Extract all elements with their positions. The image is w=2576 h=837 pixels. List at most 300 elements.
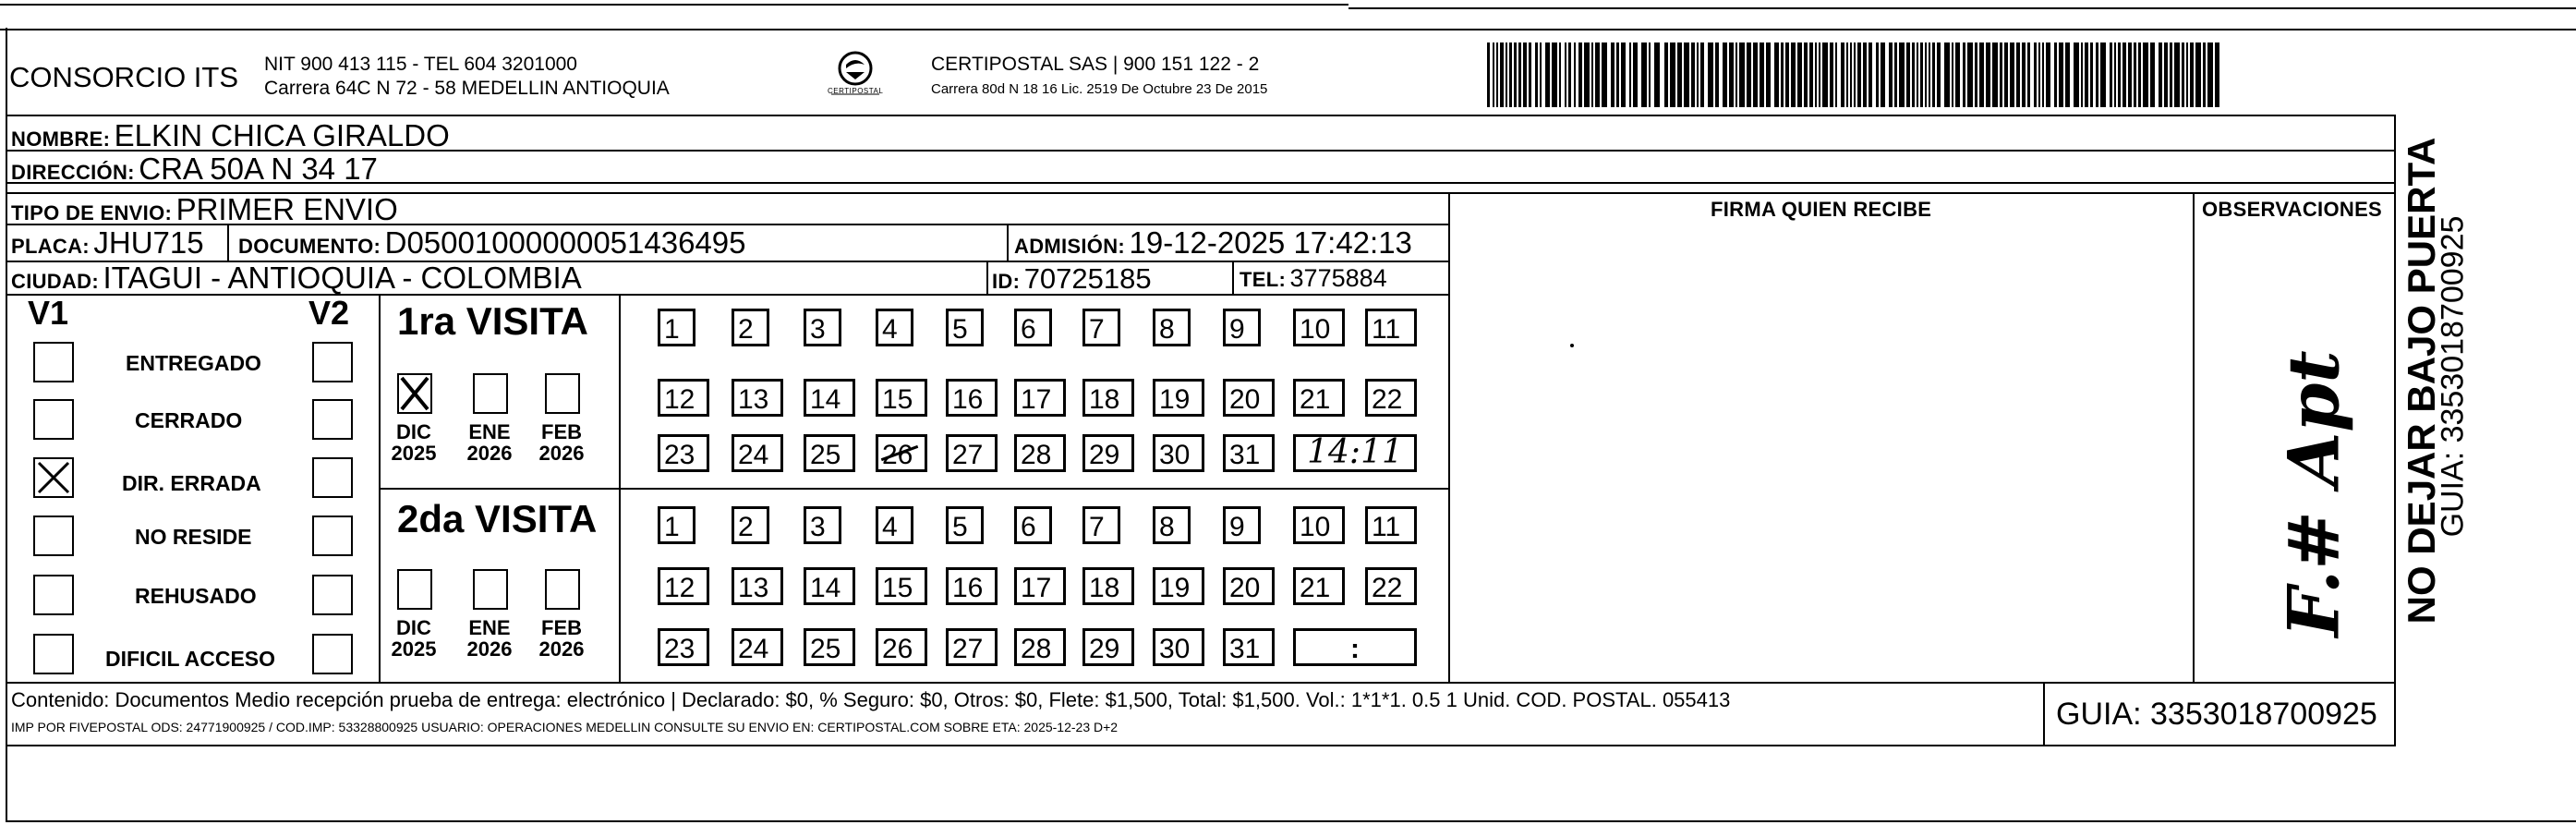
first-visit-time-box[interactable] — [1293, 434, 1417, 472]
barcode-bar — [1621, 42, 1626, 107]
barcode-bar — [1496, 42, 1498, 107]
barcode-bar — [1906, 42, 1910, 107]
day-number: 22 — [1372, 573, 1403, 603]
barcode-bar — [2114, 42, 2116, 107]
logo-caption: CERTIPOSTAL — [828, 87, 884, 95]
day-number: 29 — [1089, 440, 1120, 470]
barcode-bar — [1881, 42, 1885, 107]
second-visit-day-box[interactable] — [1014, 567, 1066, 605]
barcode-bar — [1487, 42, 1490, 107]
v1-checkbox[interactable] — [33, 634, 74, 674]
barcode-bar — [1729, 42, 1734, 107]
barcode-bar — [1552, 42, 1557, 107]
barcode-bar — [2038, 42, 2040, 107]
first-visit-month-checkbox[interactable] — [397, 373, 432, 414]
barcode-bar — [1929, 42, 1930, 107]
barcode-bar — [1584, 42, 1590, 107]
barcode-bar — [2046, 42, 2050, 107]
barcode-bar — [1863, 42, 1867, 107]
second-visit-day-box[interactable] — [658, 567, 709, 605]
second-visit-day-box[interactable] — [1153, 628, 1204, 666]
day-number: 21 — [1300, 384, 1331, 415]
second-visit-day-box[interactable] — [1223, 567, 1275, 605]
barcode-bar — [1540, 42, 1542, 107]
barcode-bar — [2164, 42, 2168, 107]
barcode-bar — [1822, 42, 1828, 107]
day-number: 4 — [882, 314, 898, 345]
second-visit-day-box[interactable] — [876, 628, 927, 666]
barcode-bar — [2170, 42, 2172, 107]
second-visit-day-box[interactable] — [1082, 628, 1134, 666]
day-number: 5 — [952, 512, 968, 542]
day-number: 20 — [1229, 384, 1261, 415]
first-visit-day-box[interactable] — [1153, 434, 1204, 472]
footer-contenido: Contenido: Documentos Medio recepción prueba de entrega: electrónico | Declarado: $0, % Seguro: $0, Otros: $0, Flete: $1,500, Total: $1,500. Vol.: 1*1*1. 0.5 1 Unid. COD. POSTAL. 055413 — [11, 688, 1731, 711]
day-number: 24 — [738, 440, 769, 470]
first-visit-day-box[interactable] — [1082, 434, 1134, 472]
day-number: 23 — [664, 634, 695, 664]
barcode-bar — [2054, 42, 2057, 107]
v1-checkbox[interactable] — [33, 575, 74, 615]
barcode-bar — [1723, 42, 1727, 107]
footer-imp: IMP POR FIVEPOSTAL ODS: 24771900925 / COD.IMP: 53328800925 USUARIO: OPERACIONES MEDELLIN CONSULTE SU ENVIO EN: CERTIPOSTAL.COM SOBRE ETA: 2025-12-23 D+2 — [11, 720, 1119, 734]
barcode-bar — [1899, 42, 1905, 107]
v1-heading: V1 — [28, 294, 69, 332]
barcode-bar — [2074, 42, 2079, 107]
second-visit-day-box[interactable] — [658, 506, 695, 544]
first-visit-day-box[interactable] — [1153, 379, 1204, 417]
barcode-bar — [2110, 42, 2112, 107]
day-number: 18 — [1089, 384, 1120, 415]
barcode-bar — [2004, 42, 2008, 107]
barcode-bar — [1894, 42, 1897, 107]
first-visit-day-box[interactable] — [658, 379, 709, 417]
barcode-bar — [1791, 42, 1796, 107]
barcode-bar — [1677, 42, 1682, 107]
vrule-admision — [1007, 224, 1009, 261]
day-number: 6 — [1021, 314, 1036, 345]
barcode-bar — [2022, 42, 2026, 107]
vrule-days-left — [619, 294, 621, 682]
day-number: 16 — [952, 573, 984, 603]
month-year: 2025 — [391, 442, 437, 466]
barcode-bar — [1975, 42, 1977, 107]
vrule-guia — [2043, 682, 2045, 746]
barcode-bar — [1735, 42, 1737, 107]
barcode-bar — [1781, 42, 1784, 107]
second-visit-day-box[interactable] — [946, 628, 998, 666]
vrule-id — [986, 261, 988, 294]
first-visit-day-box[interactable] — [946, 434, 998, 472]
barcode-bar — [1952, 42, 1953, 107]
second-visit-day-box[interactable] — [1082, 506, 1120, 544]
day-number: 11 — [1372, 512, 1401, 542]
barcode-bar — [1616, 42, 1619, 107]
month-year: 2025 — [391, 637, 437, 661]
ciudad-value: ITAGUI - ANTIOQUIA - COLOMBIA — [103, 261, 582, 295]
day-number: 26 — [882, 440, 913, 470]
barcode-bar — [1920, 42, 1923, 107]
ciudad-label: CIUDAD: — [11, 270, 99, 293]
v2-checkbox[interactable] — [312, 575, 353, 615]
certipostal-sub: Carrera 80d N 18 16 Lic. 2519 De Octubre 23 De 2015 — [931, 81, 1268, 97]
month-name: ENE — [468, 616, 511, 639]
status-label: DIR. ERRADA — [122, 471, 261, 495]
check-x-icon — [35, 459, 72, 496]
barcode-bar — [2081, 42, 2083, 107]
day-number: 30 — [1159, 634, 1191, 664]
first-visit-day-box[interactable] — [658, 434, 709, 472]
first-visit-day-box[interactable] — [732, 434, 783, 472]
barcode-bar — [1804, 42, 1808, 107]
barcode-bar — [1979, 42, 1984, 107]
first-visit-day-box[interactable] — [1082, 309, 1120, 346]
day-number: 19 — [1159, 573, 1191, 603]
month-label — [534, 421, 589, 464]
barcode-bar — [1697, 42, 1699, 107]
day-number: 19 — [1159, 384, 1191, 415]
rule-footer — [6, 682, 2396, 684]
barcode-bar — [1992, 42, 1998, 107]
barcode-bar — [2100, 42, 2106, 107]
barcode-bar — [1529, 42, 1531, 107]
day-number: 23 — [664, 440, 695, 470]
first-visit-day-box[interactable] — [804, 379, 855, 417]
month-name: DIC — [396, 420, 431, 443]
barcode-bar — [1535, 42, 1538, 107]
barcode-bar — [1797, 42, 1802, 107]
day-number: 28 — [1021, 634, 1052, 664]
first-visit-day-box[interactable] — [1014, 434, 1066, 472]
side-text — [2400, 111, 2568, 665]
month-name: DIC — [396, 616, 431, 639]
month-year: 2026 — [538, 442, 585, 466]
day-number: 28 — [1021, 440, 1052, 470]
barcode-bar — [1509, 42, 1512, 107]
second-visit-day-box[interactable] — [946, 506, 984, 544]
barcode-bar — [1766, 42, 1771, 107]
second-visit-title: 2da VISITA — [397, 497, 598, 540]
first-visit-day-box[interactable] — [1293, 309, 1345, 346]
address-line: Carrera 64C N 72 - 58 MEDELLIN ANTIOQUIA — [264, 78, 670, 99]
v1-checkbox[interactable] — [33, 342, 74, 382]
barcode-bar — [1649, 42, 1651, 107]
second-visit-month-checkbox[interactable] — [473, 569, 508, 610]
barcode-bar — [1514, 42, 1517, 107]
day-number: 8 — [1159, 512, 1175, 542]
first-visit-day-box[interactable] — [1223, 309, 1261, 346]
first-visit-day-box[interactable] — [1223, 379, 1275, 417]
placa-row — [11, 225, 204, 261]
barcode-bar — [1654, 42, 1660, 107]
day-number: 1 — [664, 512, 680, 542]
documento-value: D05001000000051436495 — [384, 225, 746, 260]
status-label: ENTREGADO — [126, 351, 261, 375]
barcode-bar — [1506, 42, 1507, 107]
barcode-bar — [2138, 42, 2141, 107]
id-row — [992, 262, 1152, 296]
barcode-bar — [2215, 42, 2219, 107]
documento-label: DOCUMENTO: — [238, 235, 381, 258]
ciudad-row — [11, 261, 582, 296]
second-visit-day-box[interactable] — [1082, 567, 1134, 605]
first-visit-day-box[interactable] — [1365, 379, 1417, 417]
barcode-bar — [2195, 42, 2201, 107]
barcode-bar — [1691, 42, 1695, 107]
second-visit-day-box[interactable] — [1365, 567, 1417, 605]
barcode-bar — [2034, 42, 2037, 107]
barcode-bar — [1747, 42, 1751, 107]
vrule-placa — [227, 224, 229, 261]
day-number: 12 — [664, 384, 695, 415]
first-visit-day-box[interactable] — [1223, 434, 1275, 472]
day-number: 25 — [810, 634, 841, 664]
company-name: CONSORCIO ITS — [9, 61, 239, 93]
v2-checkbox[interactable] — [312, 516, 353, 556]
first-visit-day-box[interactable] — [876, 434, 927, 472]
second-visit-day-box[interactable] — [1365, 506, 1417, 544]
v1-checkbox[interactable] — [33, 457, 74, 498]
first-visit-day-box[interactable] — [804, 309, 841, 346]
barcode-bar — [2042, 42, 2044, 107]
barcode-bar — [2085, 42, 2088, 107]
second-visit-day-box[interactable] — [876, 506, 913, 544]
day-number: 20 — [1229, 573, 1261, 603]
barcode-bar — [2128, 42, 2132, 107]
observaciones-label: OBSERVACIONES — [2202, 198, 2383, 221]
second-visit-day-box[interactable] — [1014, 628, 1066, 666]
barcode-bar — [1518, 42, 1521, 107]
day-number: 1 — [664, 314, 680, 345]
barcode-bar — [1760, 42, 1764, 107]
vrule-firma-left — [1448, 192, 1450, 682]
month-name: ENE — [468, 420, 511, 443]
day-number: 18 — [1089, 573, 1120, 603]
second-visit-time-box[interactable] — [1293, 628, 1417, 666]
first-visit-month-checkbox[interactable] — [473, 373, 508, 414]
first-visit-day-box[interactable] — [732, 309, 769, 346]
second-visit-day-box[interactable] — [1293, 567, 1345, 605]
status-label: CERRADO — [135, 408, 243, 432]
barcode-bar — [1611, 42, 1615, 107]
month-year: 2026 — [538, 637, 585, 661]
month-name: FEB — [541, 420, 582, 443]
day-number: 26 — [882, 634, 913, 664]
month-label — [462, 421, 517, 464]
month-year: 2026 — [466, 637, 513, 661]
check-x-icon — [399, 375, 430, 412]
first-visit-month-checkbox[interactable] — [545, 373, 580, 414]
barcode-bar — [2065, 42, 2070, 107]
barcode-bar — [1917, 42, 1918, 107]
day-number: 4 — [882, 512, 898, 542]
second-visit-day-box[interactable] — [732, 628, 783, 666]
barcode-bar — [1493, 42, 1494, 107]
first-visit-day-box[interactable] — [1014, 309, 1052, 346]
barcode-bar — [1830, 42, 1833, 107]
barcode-bar — [1809, 42, 1813, 107]
month-label — [386, 421, 441, 464]
barcode-bar — [2186, 42, 2188, 107]
v1-checkbox[interactable] — [33, 399, 74, 440]
day-number: 17 — [1021, 573, 1052, 603]
tipo-value: PRIMER ENVIO — [175, 192, 398, 226]
barcode-bar — [1523, 42, 1527, 107]
barcode-bar — [1739, 42, 1745, 107]
second-visit-month-checkbox[interactable] — [545, 569, 580, 610]
month-label — [534, 617, 589, 660]
barcode-bar — [1932, 42, 1935, 107]
day-number: 10 — [1300, 314, 1331, 345]
day-number: 12 — [664, 573, 695, 603]
first-visit-day-box[interactable] — [1082, 379, 1134, 417]
handwritten-observation — [2217, 350, 2383, 637]
barcode-bar — [1700, 42, 1704, 107]
barcode-bar — [2000, 42, 2002, 107]
barcode-bar — [1708, 42, 1713, 107]
barcode — [1485, 42, 2224, 109]
day-number: 3 — [810, 314, 826, 345]
month-label — [386, 617, 441, 660]
certipostal-line: CERTIPOSTAL SAS | 900 151 122 - 2 — [931, 54, 1260, 75]
first-visit-day-box[interactable] — [804, 434, 855, 472]
day-number: 9 — [1229, 512, 1245, 542]
day-number: 27 — [952, 440, 984, 470]
header-top-rule — [0, 29, 2576, 30]
first-visit-day-box[interactable] — [876, 309, 913, 346]
day-number: 31 — [1229, 634, 1261, 664]
direccion-value: CRA 50A N 34 17 — [139, 152, 378, 186]
second-visit-day-box[interactable] — [1223, 628, 1275, 666]
tel-label: TEL: — [1240, 268, 1287, 291]
first-visit-day-box[interactable] — [1153, 309, 1191, 346]
barcode-bar — [1815, 42, 1817, 107]
second-visit-day-box[interactable] — [732, 567, 783, 605]
second-visit-day-box[interactable] — [1153, 506, 1191, 544]
second-visit-day-box[interactable] — [946, 567, 998, 605]
first-visit-day-box[interactable] — [946, 309, 984, 346]
first-visit-day-box[interactable] — [1293, 379, 1345, 417]
second-visit-day-box[interactable] — [1223, 506, 1261, 544]
barcode-bar — [1633, 42, 1638, 107]
v2-heading: V2 — [308, 294, 350, 332]
day-number: 7 — [1089, 314, 1105, 345]
barcode-bar — [1857, 42, 1861, 107]
second-visit-day-box[interactable] — [732, 506, 769, 544]
v2-checkbox[interactable] — [312, 342, 353, 382]
second-visit-day-box[interactable] — [804, 628, 855, 666]
first-visit-day-box[interactable] — [732, 379, 783, 417]
barcode-bar — [1753, 42, 1758, 107]
day-number: 21 — [1300, 573, 1331, 603]
v2-checkbox[interactable] — [312, 399, 353, 440]
nombre-row — [11, 118, 450, 153]
second-visit-day-box[interactable] — [876, 567, 927, 605]
v1-checkbox[interactable] — [33, 516, 74, 556]
barcode-bar — [1850, 42, 1852, 107]
second-visit-day-box[interactable] — [1293, 506, 1345, 544]
barcode-bar — [1578, 42, 1582, 107]
barcode-bar — [1835, 42, 1837, 107]
second-visit-day-box[interactable] — [804, 567, 855, 605]
barcode-bar — [2143, 42, 2148, 107]
second-visit-day-box[interactable] — [804, 506, 841, 544]
nombre-label: NOMBRE: — [11, 127, 111, 151]
tipo-label: TIPO DE ENVIO: — [11, 201, 173, 224]
day-number: 22 — [1372, 384, 1403, 415]
admision-label: ADMISIÓN: — [1014, 235, 1126, 258]
certipostal-logo — [828, 50, 883, 106]
second-visit-time: : — [1350, 634, 1360, 664]
barcode-bar — [1944, 42, 1950, 107]
day-number: 6 — [1021, 512, 1036, 542]
second-visit-day-box[interactable] — [658, 628, 709, 666]
day-number: 11 — [1372, 314, 1401, 345]
second-visit-day-box[interactable] — [1153, 567, 1204, 605]
barcode-bar — [1854, 42, 1856, 107]
barcode-bar — [2027, 42, 2030, 107]
day-number: 3 — [810, 512, 826, 542]
footer-guia: GUIA: 3353018700925 — [2056, 697, 2377, 732]
direccion-label: DIRECCIÓN: — [11, 161, 135, 184]
barcode-bar — [2090, 42, 2093, 107]
barcode-bar — [1629, 42, 1631, 107]
day-number: 15 — [882, 573, 913, 603]
barcode-bar — [1664, 42, 1668, 107]
day-number: 2 — [738, 314, 754, 345]
v2-checkbox[interactable] — [312, 457, 353, 498]
barcode-bar — [2159, 42, 2162, 107]
barcode-bar — [1937, 42, 1941, 107]
day-number: 27 — [952, 634, 984, 664]
barcode-bar — [1574, 42, 1576, 107]
day-number: 13 — [738, 384, 769, 415]
day-number: 24 — [738, 634, 769, 664]
day-number: 8 — [1159, 314, 1175, 345]
barcode-bar — [1774, 42, 1779, 107]
barcode-bar — [1986, 42, 1990, 107]
barcode-bar — [1670, 42, 1675, 107]
v2-checkbox[interactable] — [312, 634, 353, 674]
first-visit-day-box[interactable] — [1365, 309, 1417, 346]
barcode-bar — [1912, 42, 1915, 107]
day-number: 7 — [1089, 512, 1105, 542]
scan-edge-bottom — [6, 820, 2576, 822]
vrule-obs-left — [2193, 192, 2195, 682]
barcode-bar — [1684, 42, 1689, 107]
month-name: FEB — [541, 616, 582, 639]
day-number: 2 — [738, 512, 754, 542]
barcode-bar — [1591, 42, 1593, 107]
barcode-bar — [2059, 42, 2063, 107]
first-visit-day-box[interactable] — [658, 309, 695, 346]
second-visit-month-checkbox[interactable] — [397, 569, 432, 610]
id-value: 70725185 — [1023, 262, 1152, 295]
day-number: 25 — [810, 440, 841, 470]
first-visit-day-box[interactable] — [946, 379, 998, 417]
first-visit-day-box[interactable] — [1014, 379, 1066, 417]
day-number: 14 — [810, 573, 841, 603]
second-visit-day-box[interactable] — [1014, 506, 1052, 544]
barcode-bar — [1819, 42, 1820, 107]
barcode-bar — [1869, 42, 1872, 107]
barcode-bar — [1889, 42, 1893, 107]
barcode-bar — [1565, 42, 1566, 107]
first-visit-day-box[interactable] — [876, 379, 927, 417]
day-number: 30 — [1159, 440, 1191, 470]
tel-row — [1240, 264, 1387, 293]
barcode-bar — [1955, 42, 1960, 107]
